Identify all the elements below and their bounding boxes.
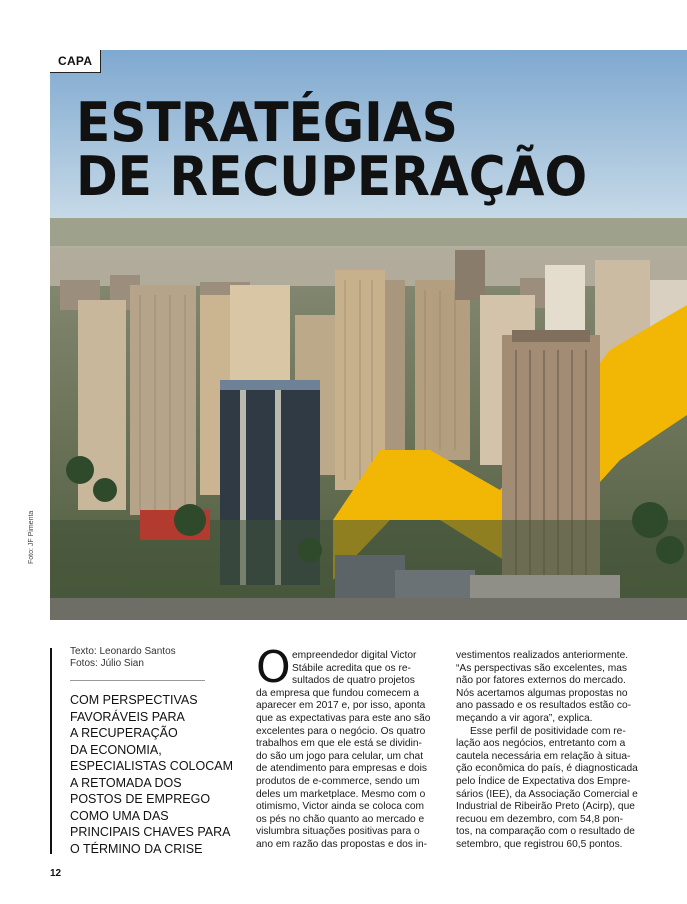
body-line: ção econômica do país, é diagnosticada bbox=[456, 763, 638, 775]
body-line: tos, na comparação com o resultado de bbox=[456, 826, 635, 838]
body-line: otimismo, Victor ainda se coloca com bbox=[256, 801, 424, 813]
body-line: do são um jogo para celular, um chat bbox=[256, 750, 424, 762]
byline bbox=[70, 646, 176, 670]
body-line: Nós acertamos algumas propostas no bbox=[456, 687, 628, 699]
byline-photos: Fotos: Júlio Sian bbox=[70, 658, 144, 669]
body-line: que as expectativas para este ano são bbox=[256, 712, 431, 724]
pullquote-line: PRINCIPAIS CHAVES PARA bbox=[70, 825, 231, 839]
body-line: trabalhos em que ele está se dividin- bbox=[256, 738, 422, 750]
pullquote-line: POSTOS DE EMPREGO bbox=[70, 792, 211, 806]
pullquote-line: COMO UMA DAS bbox=[70, 808, 169, 823]
body-line: meçando a vir agora”, explica. bbox=[456, 712, 593, 724]
body-line: da empresa que fundou comecem a bbox=[256, 687, 420, 699]
body-line: de atendimento para empresas e dois bbox=[256, 763, 428, 775]
body-line: “As perspectivas são excelentes, mas bbox=[456, 662, 627, 674]
body-line: os pés no chão quanto ao mercado e bbox=[256, 813, 425, 825]
pullquote-line: DA ECONOMIA, bbox=[70, 742, 162, 757]
photo-credit: Foto: JF Pimenta bbox=[28, 510, 35, 564]
pullquote-line: A RETOMADA DOS bbox=[70, 775, 182, 790]
body-line: Stábile acredita que os re- bbox=[292, 662, 411, 674]
body-column-1 bbox=[256, 650, 446, 852]
pullquote-line: FAVORÁVEIS PARA bbox=[70, 709, 185, 724]
body-line: lação aos negócios, entretanto com a bbox=[456, 738, 626, 750]
page-number: 12 bbox=[50, 868, 62, 879]
body-line: recuou em dezembro, com 54,8 pon- bbox=[456, 813, 624, 825]
body-line: Esse perfil de positividade com re- bbox=[470, 725, 626, 737]
body-line: aparecer em 2017 e, por isso, aponta bbox=[256, 700, 426, 712]
body-line: Industrial de Ribeirão Preto (Acirp), que bbox=[456, 801, 635, 813]
headline-line-2: DE RECUPERAÇÃO bbox=[76, 145, 588, 208]
body-line: excelentes para o negócio. Os quatro bbox=[256, 725, 426, 737]
body-line: vestimentos realizados anteriormente. bbox=[456, 650, 629, 661]
body-line: setembro, que registrou 60,5 pontos. bbox=[456, 838, 623, 850]
drop-cap: O bbox=[256, 642, 291, 693]
section-tag: CAPA bbox=[50, 50, 101, 73]
headline-line-1: ESTRATÉGIAS bbox=[76, 91, 458, 154]
body-column-2 bbox=[456, 650, 638, 852]
body-line: ano passado e os resultados estão co- bbox=[456, 700, 631, 712]
left-column-rule bbox=[50, 648, 52, 854]
pullquote-line: ESPECIALISTAS COLOCAM bbox=[70, 759, 234, 773]
headline bbox=[76, 91, 588, 208]
pullquote-line: O TÉRMINO DA CRISE bbox=[70, 841, 203, 856]
body-line: produtos de e-commerce, sendo um bbox=[256, 775, 420, 787]
body-line: pelo Índice de Expectativa dos Empre- bbox=[456, 775, 631, 787]
pullquote-line: COM PERSPECTIVAS bbox=[70, 693, 198, 707]
body-line: empreendedor digital Victor bbox=[292, 650, 417, 661]
pullquote bbox=[70, 692, 240, 857]
body-line: não por fatores externos do mercado. bbox=[456, 675, 626, 687]
body-line: ano em razão das propostas e dos in- bbox=[256, 838, 428, 850]
body-line: vislumbra situações positivas para o bbox=[256, 826, 420, 838]
body-line: sultados de quatro projetos bbox=[292, 675, 415, 687]
pullquote-line: A RECUPERAÇÃO bbox=[70, 726, 178, 740]
byline-text: Texto: Leonardo Santos bbox=[70, 646, 176, 657]
body-line: deles um marketplace. Mesmo com o bbox=[256, 788, 426, 800]
body-line: cautela necessária em relação à situa- bbox=[456, 750, 631, 762]
byline-divider bbox=[70, 680, 205, 681]
body-line: sários (IEE), da Associação Comercial e bbox=[456, 788, 638, 800]
